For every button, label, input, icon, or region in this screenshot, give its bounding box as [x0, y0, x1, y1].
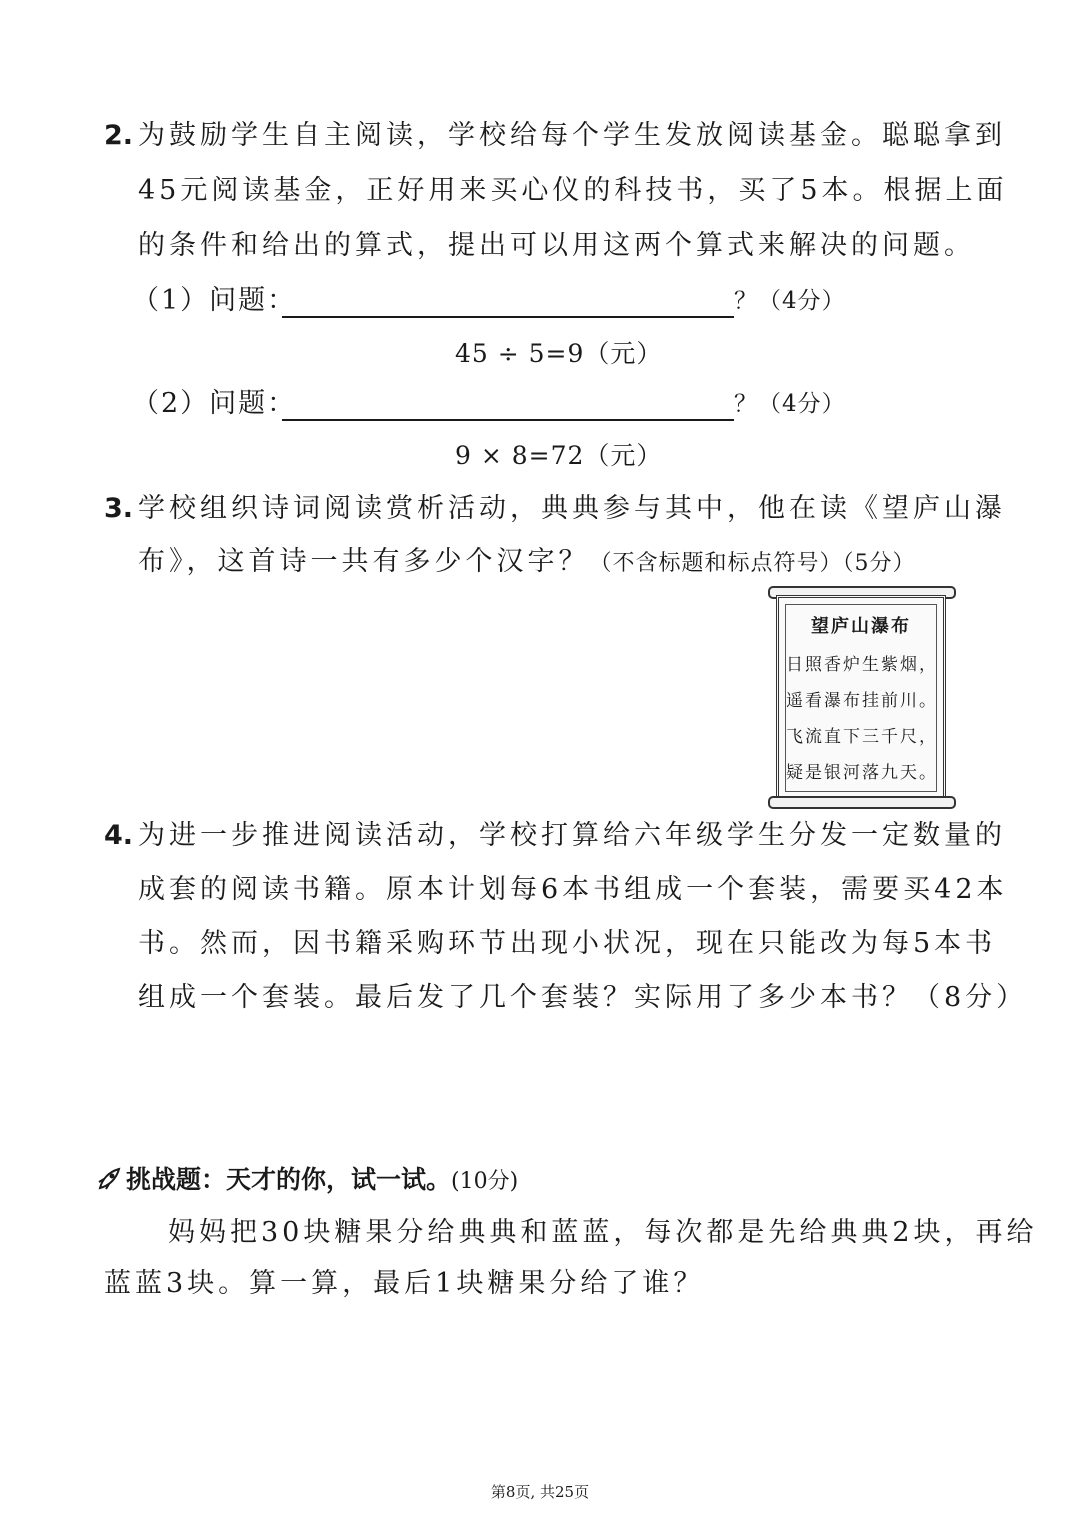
question-3-line-1: 学校组织诗词阅读赏析活动，典典参与其中，他在读《望庐山瀑 [138, 493, 1006, 524]
question-4-line-4: 组成一个套装。最后发了几个套装？实际用了多少本书？（8分） [138, 982, 1028, 1013]
answer-blank-2[interactable] [282, 419, 734, 421]
poem-line-1: 日照香炉生紫烟， [786, 655, 938, 675]
question-3-number: 3. [104, 493, 134, 524]
sub-question-2-label: （2）问题： [132, 388, 297, 419]
challenge-title: 挑战题：天才的你，试一试。 [126, 1165, 452, 1194]
question-3-line-2 [138, 542, 916, 584]
scroll-body [776, 595, 946, 801]
challenge-line-2: 蓝蓝3块。算一算，最后1块糖果分给了谁？ [104, 1268, 705, 1299]
question-2-line-3: 的条件和给出的算式，提出可以用这两个算式来解决的问题。 [138, 230, 975, 261]
challenge-line-1: 妈妈把30块糖果分给典典和蓝蓝，每次都是先给典典2块，再给 [168, 1217, 1038, 1248]
answer-blank-1[interactable] [282, 316, 734, 318]
poem-title: 望庐山瀑布 [811, 616, 911, 637]
question-3-note: （不含标题和标点符号）（5分） [589, 551, 916, 576]
question-2-line-1: 为鼓励学生自主阅读，学校给每个学生发放阅读基金。聪聪拿到 [138, 120, 1006, 151]
formula-1: 45 ÷ 5=9（元） [455, 339, 663, 368]
rocket-icon [96, 1166, 122, 1192]
question-4-line-1: 为进一步推进阅读活动，学校打算给六年级学生分发一定数量的 [138, 820, 1006, 851]
page-footer: 第8页, 共25页 [490, 1483, 590, 1501]
scroll-bottom-rod [768, 796, 956, 809]
question-2-line-2: 45元阅读基金，正好用来买心仪的科技书，买了5本。根据上面 [138, 175, 1008, 206]
question-2-number: 2. [104, 120, 134, 151]
question-4-number: 4. [104, 820, 134, 851]
sub-question-1-label: （1）问题： [132, 285, 297, 316]
scroll-inner-frame [785, 604, 937, 792]
poem-line-4: 疑是银河落九天。 [786, 763, 938, 783]
question-4-line-2: 成套的阅读书籍。原本计划每6本书组成一个套装，需要买42本 [138, 874, 1008, 905]
sub-question-1-points: ？（4分） [734, 288, 846, 314]
challenge-heading [96, 1162, 518, 1200]
poem-line-2: 遥看瀑布挂前川。 [786, 691, 938, 711]
challenge-points: (10分) [451, 1169, 519, 1194]
poem-line-3: 飞流直下三千尺， [786, 727, 938, 747]
question-4-line-3: 书。然而，因书籍采购环节出现小状况，现在只能改为每5本书 [138, 928, 997, 959]
formula-2: 9 × 8=72（元） [455, 441, 663, 470]
question-3-line-2-main: 布》，这首诗一共有多少个汉字？ [138, 546, 590, 577]
sub-question-2-points: ？（4分） [734, 391, 846, 417]
